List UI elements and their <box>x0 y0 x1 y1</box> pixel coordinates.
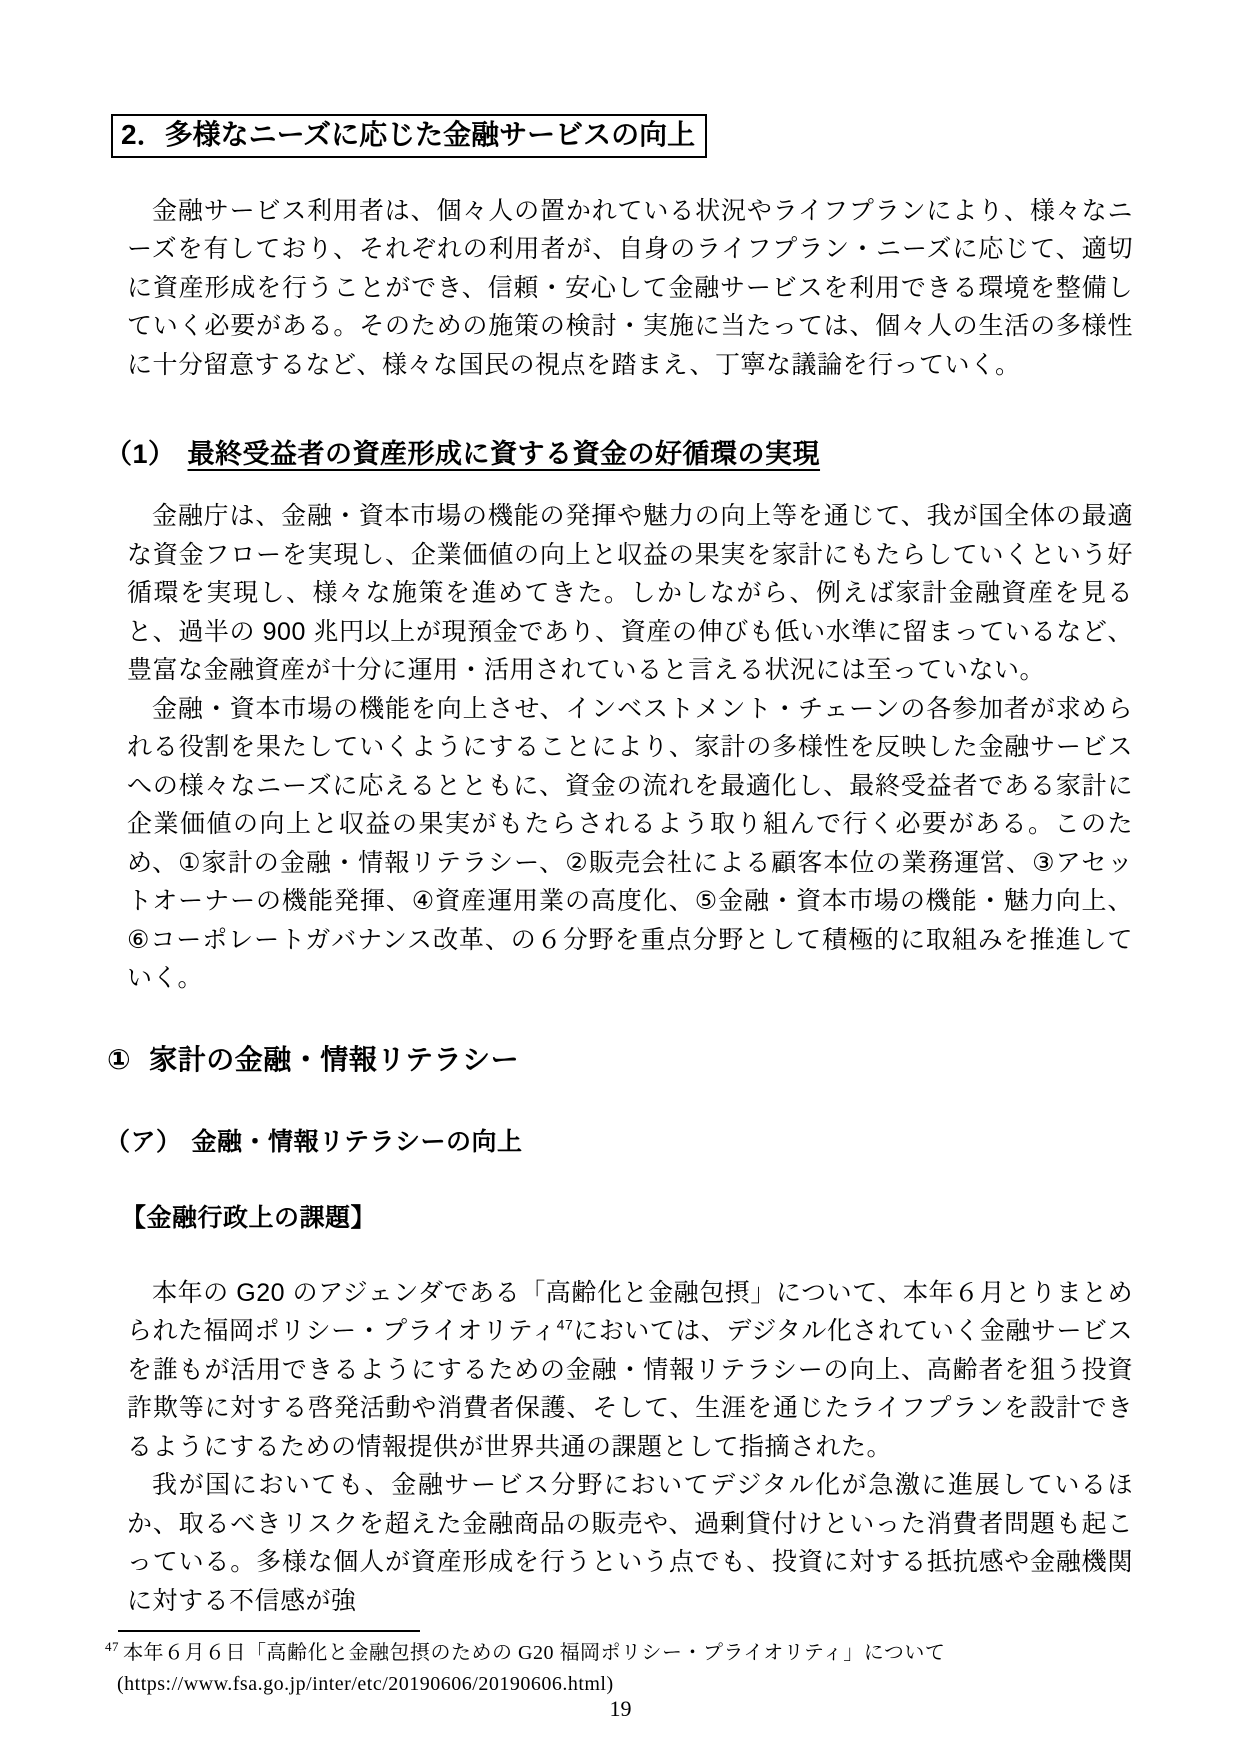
footnote-text: 本年６月６日「高齢化と金融包摂のための G20 福岡ポリシー・プライオリティ」について <box>123 1642 946 1665</box>
paragraph-investment-chain: 金融・資本市場の機能を向上させ、インベストメント・チェーンの各参加者が求められる役割を果たしていくようにすることにより、家計の多様性を反映した金融サービスへの様々なニーズに応えるとともに、資金の流れを最適化し、最終受益者である家計に企業価値の向上と収益の果実がもたらされるよう取り組んで行く必要がある。このため、①家計の金融・情報リテラシー、②販売会社による顧客本位の業務運営、③アセットオーナーの機能発揮、④資産運用業の高度化、⑤金融・資本市場の機能・魅力向上、⑥コーポレートガバナンス改革、の６分野を重点分野として積極的に取組みを推進していく。 <box>127 694 1133 993</box>
intro-section <box>127 192 1133 385</box>
g20-text-before-footnote-ref: 本年の G20 のアジェンダである「高齢化と金融包摂」について、本年６月とりまとめられた福岡ポリシー・プライオリティ <box>127 1278 1133 1346</box>
subsubsection-number: （ア） <box>105 1127 182 1156</box>
subsection-heading-1 <box>107 1038 1133 1078</box>
subsection-title: 家計の金融・情報リテラシー <box>149 1043 520 1075</box>
section-heading-1 <box>105 432 1133 471</box>
intro-paragraph: 金融サービス利用者は、個々人の置かれている状況やライフプランにより、様々なニーズを有しており、それぞれの利用者が、自身のライフプラン・ニーズに応じて、適切に資産形成を行うことができ、信頼・安心して金融サービスを利用できる環境を整備していく必要がある。そのための施策の検討・実施に当たっては、個々人の生活の多様性に十分留意するなど、様々な国民の視点を踏まえ、丁寧な議論を行っていく。 <box>127 196 1133 379</box>
paragraph-japan-digitalization: 我が国においても、金融サービス分野においてデジタル化が急激に進展しているほか、取るべきリスクを超えた金融商品の販売や、過剰貸付けといった消費者問題も起こっている。多様な個人が資産形成を行うという点でも、投資に対する抵抗感や金融機関に対する不信感が強 <box>127 1471 1133 1615</box>
footnote-text-line <box>105 1638 1133 1669</box>
issues-body <box>127 1274 1133 1621</box>
section-title: 最終受益者の資産形成に資する資金の好循環の実現 <box>187 439 821 470</box>
footnote-reference-47: 47 <box>556 1316 574 1333</box>
subsection-number: ① <box>107 1043 132 1075</box>
paragraph-fund-flow: 金融庁は、金融・資本市場の機能の発揮や魅力の向上等を通じて、我が国全体の最適な資金フローを実現し、企業価値の向上と収益の果実を家計にもたらしていくという好循環を実現し、様々な施策を進めてきた。しかしながら、例えば家計金融資産を見ると、過半の 900 兆円以上が現預金であり、資産の伸びも低い水準に留まっているなど、豊富な金融資産が十分に運用・活用されていると言える状況には至っていない。 <box>127 502 1133 685</box>
footnote-url: (https://www.fsa.go.jp/inter/etc/20190606/20190606.html) <box>117 1673 614 1696</box>
subsubsection-title: 金融・情報リテラシーの向上 <box>191 1127 523 1156</box>
subsubsection-heading-1 <box>105 1122 1133 1158</box>
section-number: （1） <box>105 439 176 470</box>
paragraph-g20 <box>127 1274 1133 1467</box>
page-number: 19 <box>609 1696 632 1721</box>
chapter-title-box <box>111 114 707 158</box>
block-heading-issues: 【金融行政上の課題】 <box>121 1203 377 1232</box>
footnote-marker: 47 <box>105 1639 119 1655</box>
section-1-body <box>127 497 1133 998</box>
g20-text-after-footnote-ref: においては、デジタル化されていく金融サービスを誰もが活用できるようにするための金融・情報リテラシーの向上、高齢者を狙う投資詐欺等に対する啓発活動や消費者保護、そして、生涯を通じたライフプランを設計できるようにするための情報提供が世界共通の課題として指摘された。 <box>127 1317 1133 1461</box>
footnote-47 <box>105 1638 1133 1700</box>
chapter-title: 2．多様なニーズに応じた金融サービスの向上 <box>121 119 696 150</box>
footnote-separator-rule <box>118 1630 420 1632</box>
